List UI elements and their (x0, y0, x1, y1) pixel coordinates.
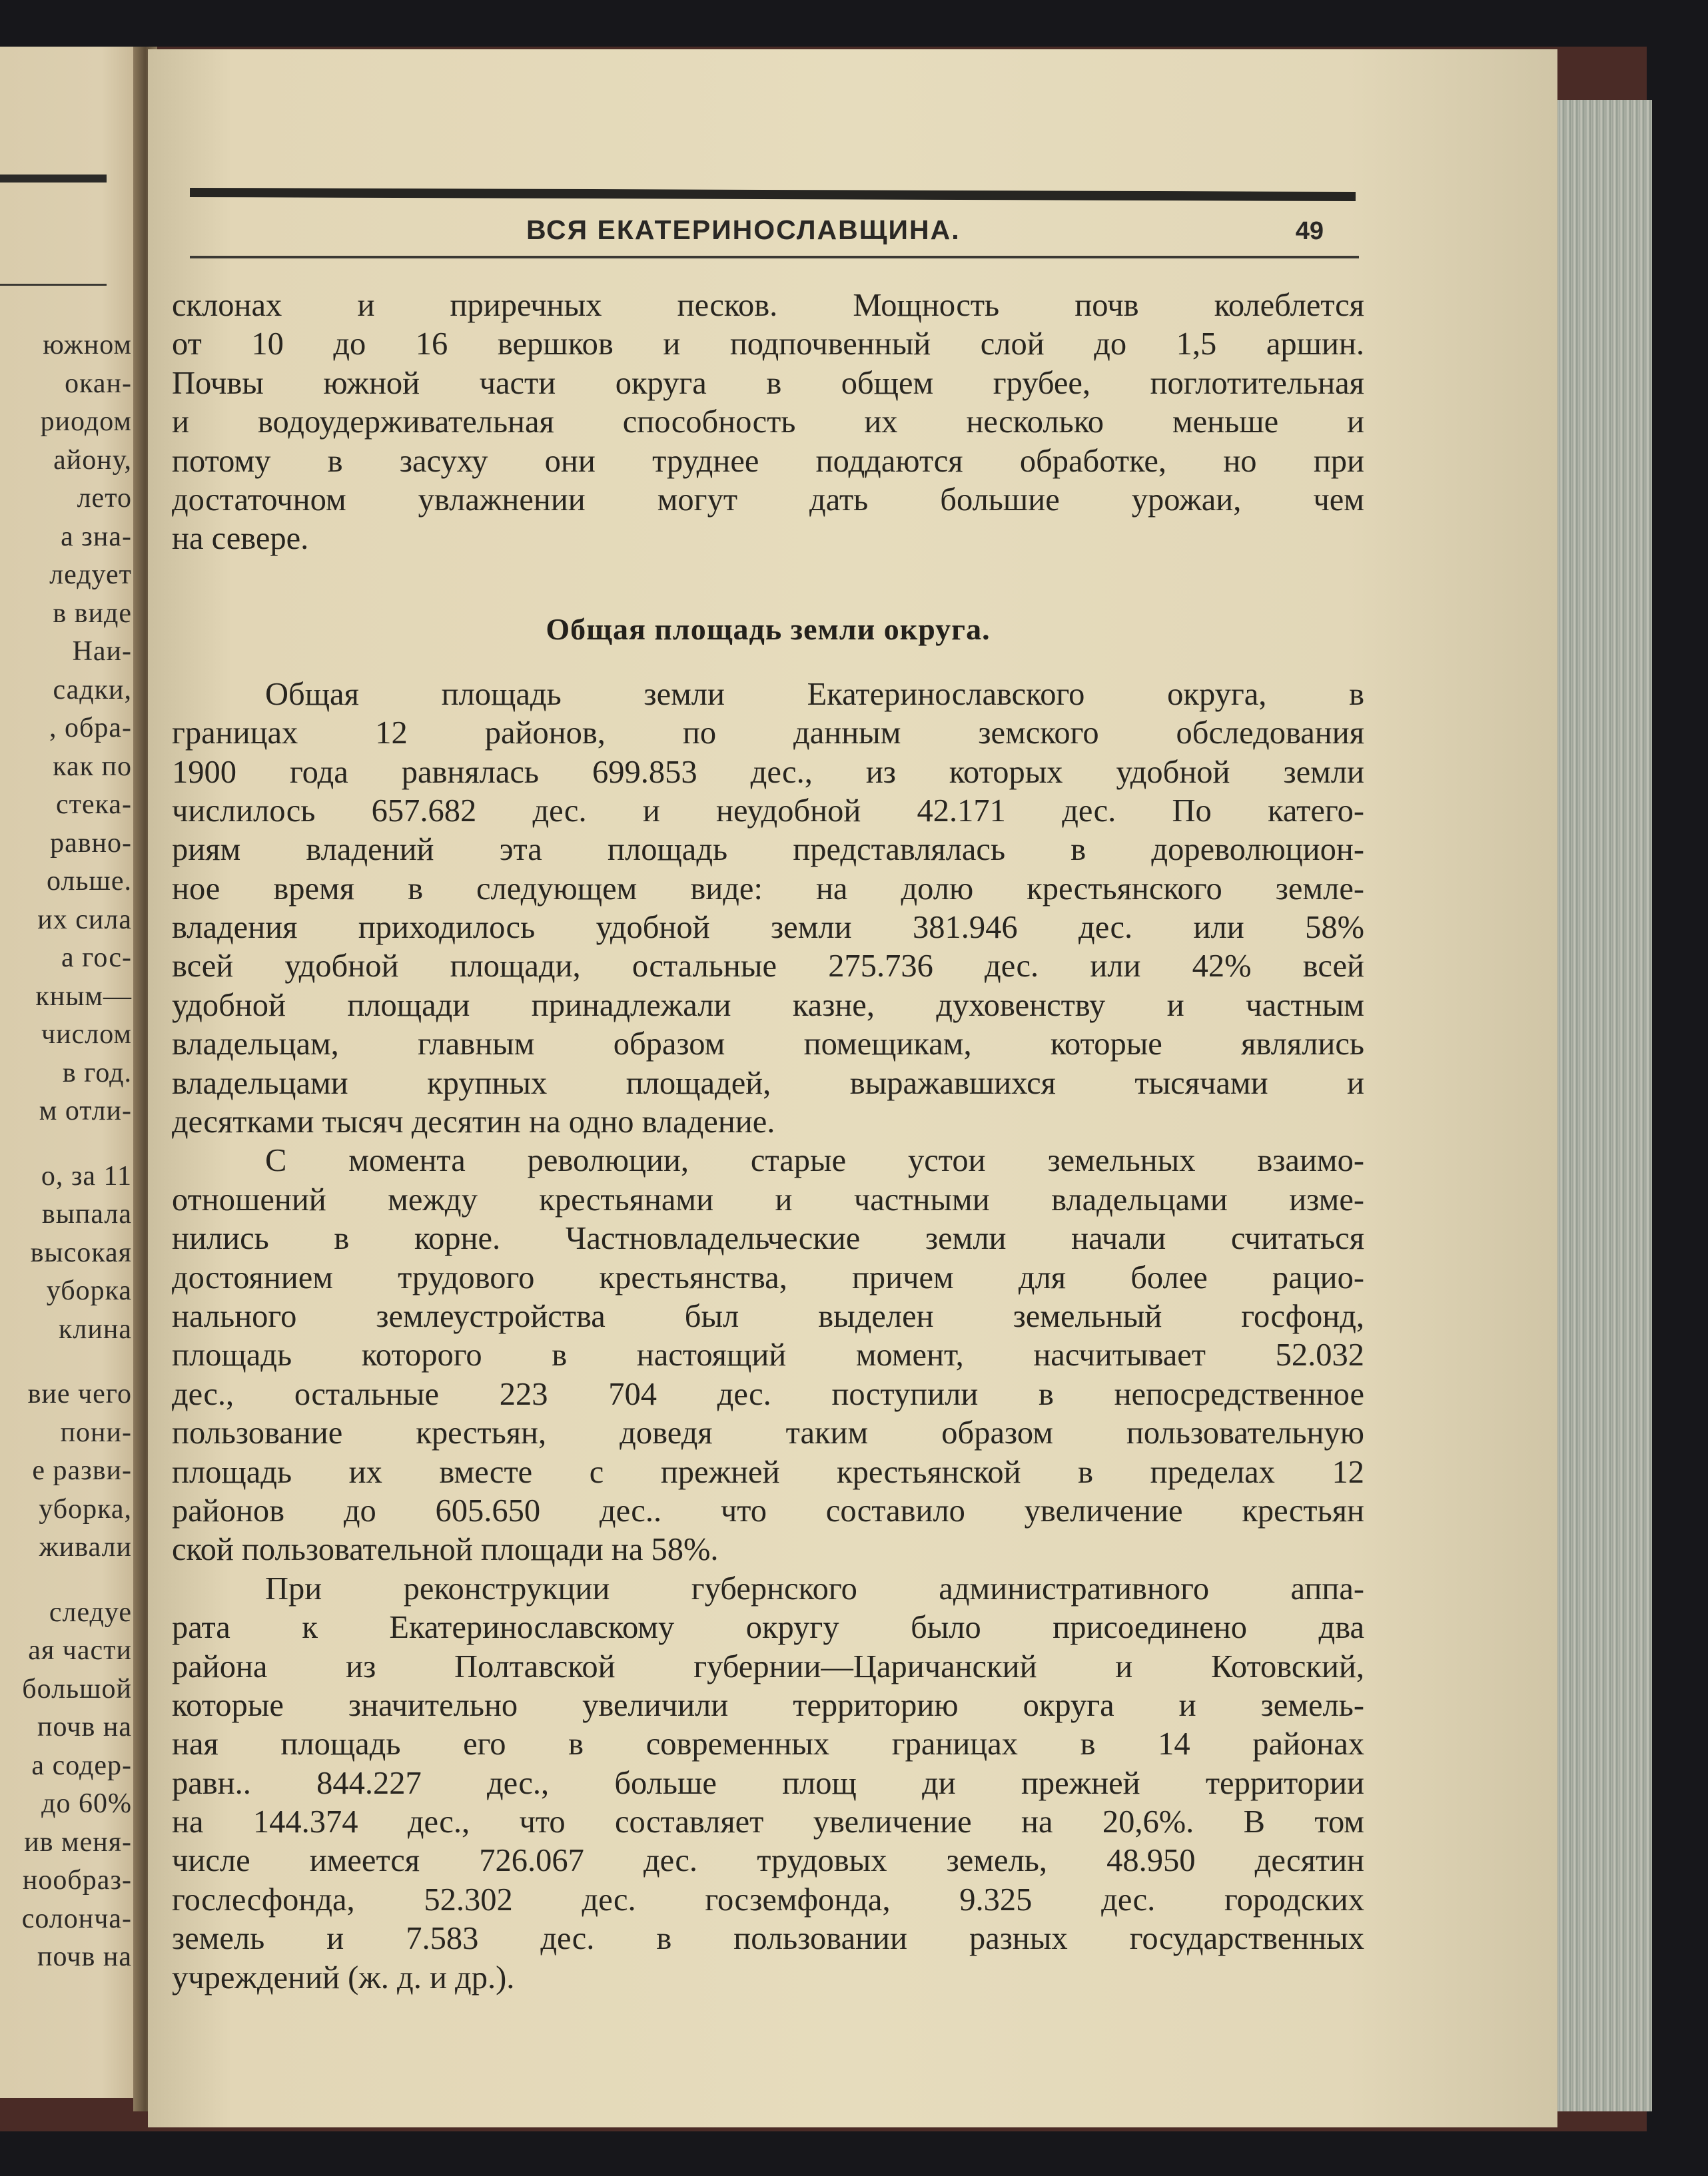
text-line: и водоудерживательная способность их несколько меньше и (172, 404, 1364, 440)
left-page-line: почв на (37, 1712, 132, 1742)
text-line: достаточном увлажнении могут дать большие урожаи, чем (172, 482, 1364, 518)
left-page-line: клина (59, 1313, 132, 1345)
text-line: потому в засуху они труднее поддаются обработке, но при (172, 443, 1364, 479)
page-edges (1545, 100, 1652, 2111)
text-line: пользование крестьян, доведя таким образом пользовательную (172, 1415, 1364, 1451)
text-line: равн.. 844.227 дес., больше площ ди прежней территории (172, 1765, 1364, 1801)
left-page-line: кным— (35, 980, 132, 1012)
left-page-line (0, 1349, 132, 1375)
text-line: Почвы южной части округа в общем грубее, поглотительная (172, 365, 1364, 401)
text-line: на севере. (172, 521, 309, 557)
left-page-line: айону, (53, 444, 132, 476)
text-line: от 10 до 16 вершков и подпочвенный слой до 1,5 аршин. (172, 326, 1364, 362)
text-line: владельцами крупных площадей, выражавшихся тысячами и (172, 1065, 1364, 1101)
text-line: дес., остальные 223 704 дес. поступили в непосредственное (172, 1376, 1364, 1412)
text-line: С момента революции, старые устои земельных взаимо- (265, 1143, 1364, 1179)
left-page-thin-rule (0, 284, 107, 286)
left-page-line: вие чего (27, 1379, 132, 1409)
left-page-line: ая части (28, 1635, 132, 1666)
left-page-line: как по (53, 751, 132, 782)
text-line: нились в корне. Частновладельческие земли начали считаться (172, 1221, 1364, 1257)
left-page-line: следуе (49, 1597, 132, 1628)
left-page-line: а гос- (61, 942, 132, 973)
left-page-text (0, 326, 132, 1977)
text-line: владельцам, главным образом помещикам, которые являлись (172, 1026, 1364, 1062)
left-page-line: уборка (46, 1275, 132, 1306)
text-line: 1900 года равнялась 699.853 дес., из которых удобной земли (172, 754, 1364, 790)
text-line: гослесфонда, 52.302 дес. госземфонда, 9.325 дес. городских (172, 1882, 1364, 1918)
body-text (172, 286, 1364, 1997)
text-line: склонах и приречных песков. Мощность почв колеблется (172, 288, 1364, 323)
text-line: районов до 605.650 дес.. что составило увеличение крестьян (172, 1493, 1364, 1529)
left-page-line: , обра- (49, 713, 132, 743)
left-page-line: Наи- (72, 636, 132, 667)
left-page-line: в виде (53, 597, 132, 629)
left-page-line: нообраз- (22, 1865, 132, 1896)
left-page-line: в год. (62, 1057, 132, 1088)
left-page-line: окан- (65, 368, 132, 399)
text-line: рата к Екатеринославскому округу было присоединено два (172, 1610, 1364, 1646)
left-page-line: ив меня- (24, 1826, 132, 1858)
paragraph-1 (172, 675, 1364, 1142)
page-number: 49 (1295, 217, 1324, 245)
text-line: учреждений (ж. д. и др.). (172, 1960, 515, 1995)
left-page-line (0, 1567, 132, 1594)
left-page-line: уборка, (39, 1493, 132, 1525)
text-line: При реконструкции губернского административного аппа- (265, 1571, 1364, 1607)
text-line: ная площадь его в современных границах в 14 районах (172, 1726, 1364, 1762)
running-title: ВСЯ ЕКАТЕРИНОСЛАВЩИНА. (526, 214, 961, 245)
left-page-line: ольше. (46, 866, 132, 897)
left-page-line: солонча- (21, 1903, 132, 1934)
text-line: всей удобной площади, остальные 275.736 дес. или 42% всей (172, 948, 1364, 984)
left-page-rule (0, 175, 107, 182)
text-line: числилось 657.682 дес. и неудобной 42.171 дес. По катего- (172, 793, 1364, 829)
text-line: района из Полтавской губернии—Царичанский и Котовский, (172, 1648, 1364, 1684)
text-line: отношений между крестьянами и частными владельцами изме- (172, 1182, 1364, 1218)
left-page-line: ледует (49, 559, 132, 590)
text-line: земель и 7.583 дес. в пользовании разных государственных (172, 1921, 1364, 1957)
left-page-line: е разви- (32, 1455, 132, 1486)
left-page (0, 47, 145, 2098)
text-line: площадь их вместе с прежней крестьянской в пределах 12 (172, 1454, 1364, 1490)
left-page-line: высокая (30, 1237, 132, 1268)
left-page-line: выпала (41, 1199, 132, 1230)
left-page-line: пони- (60, 1417, 132, 1448)
text-line: достоянием трудового крестьянства, причем для более рацио- (172, 1260, 1364, 1295)
text-line: десятками тысяч десятин на одно владение. (172, 1104, 775, 1140)
text-line: Общая площадь земли Екатеринославского округа, в (265, 676, 1364, 712)
left-page-line (0, 1131, 132, 1158)
header-thin-rule (190, 256, 1359, 258)
left-page-line: до 60% (41, 1788, 132, 1819)
text-line: ное время в следующем виде: на долю крестьянского земле- (172, 871, 1364, 907)
left-page-line: почв на (37, 1942, 132, 1972)
intro-paragraph (172, 286, 1364, 559)
left-page-line: живали (39, 1532, 132, 1563)
left-page-line: а зна- (61, 521, 132, 552)
left-page-line: о, за 11 (41, 1160, 132, 1192)
left-page-line: м отли- (39, 1096, 132, 1126)
text-line: площадь которого в настоящий момент, насчитывает 52.032 (172, 1337, 1364, 1373)
left-page-line: их сила (37, 904, 132, 935)
text-line: границах 12 районов, по данным земского обследования (172, 715, 1364, 751)
paragraph-3 (172, 1570, 1364, 1997)
left-page-line: садки, (53, 674, 132, 705)
left-page-line: большой (22, 1673, 132, 1704)
left-page-line: а содер- (31, 1750, 132, 1781)
text-line: риям владений эта площадь представлялась в дореволюцион- (172, 832, 1364, 868)
text-line: удобной площади принадлежали казне, духовенству и частным (172, 987, 1364, 1023)
text-line: владения приходилось удобной земли 381.946 дес. или 58% (172, 910, 1364, 946)
text-line: числе имеется 726.067 дес. трудовых земель, 48.950 десятин (172, 1843, 1364, 1879)
left-page-line: южном (43, 330, 132, 360)
text-line: нального землеустройства был выделен земельный госфонд, (172, 1298, 1364, 1334)
left-page-line: риодом (40, 406, 132, 437)
section-heading: Общая площадь земли округа. (546, 612, 991, 646)
paragraph-2 (172, 1142, 1364, 1569)
text-line: на 144.374 дес., что составляет увеличение на 20,6%. В том (172, 1804, 1364, 1840)
left-page-line: равно- (50, 827, 132, 859)
left-page-line: стека- (55, 789, 132, 820)
left-page-line: числом (41, 1019, 132, 1050)
left-page-line: лето (77, 483, 132, 514)
text-line: ской пользовательной площади на 58%. (172, 1532, 719, 1568)
text-line: которые значительно увеличили территорию округа и земель- (172, 1687, 1364, 1723)
running-head (190, 214, 1356, 261)
